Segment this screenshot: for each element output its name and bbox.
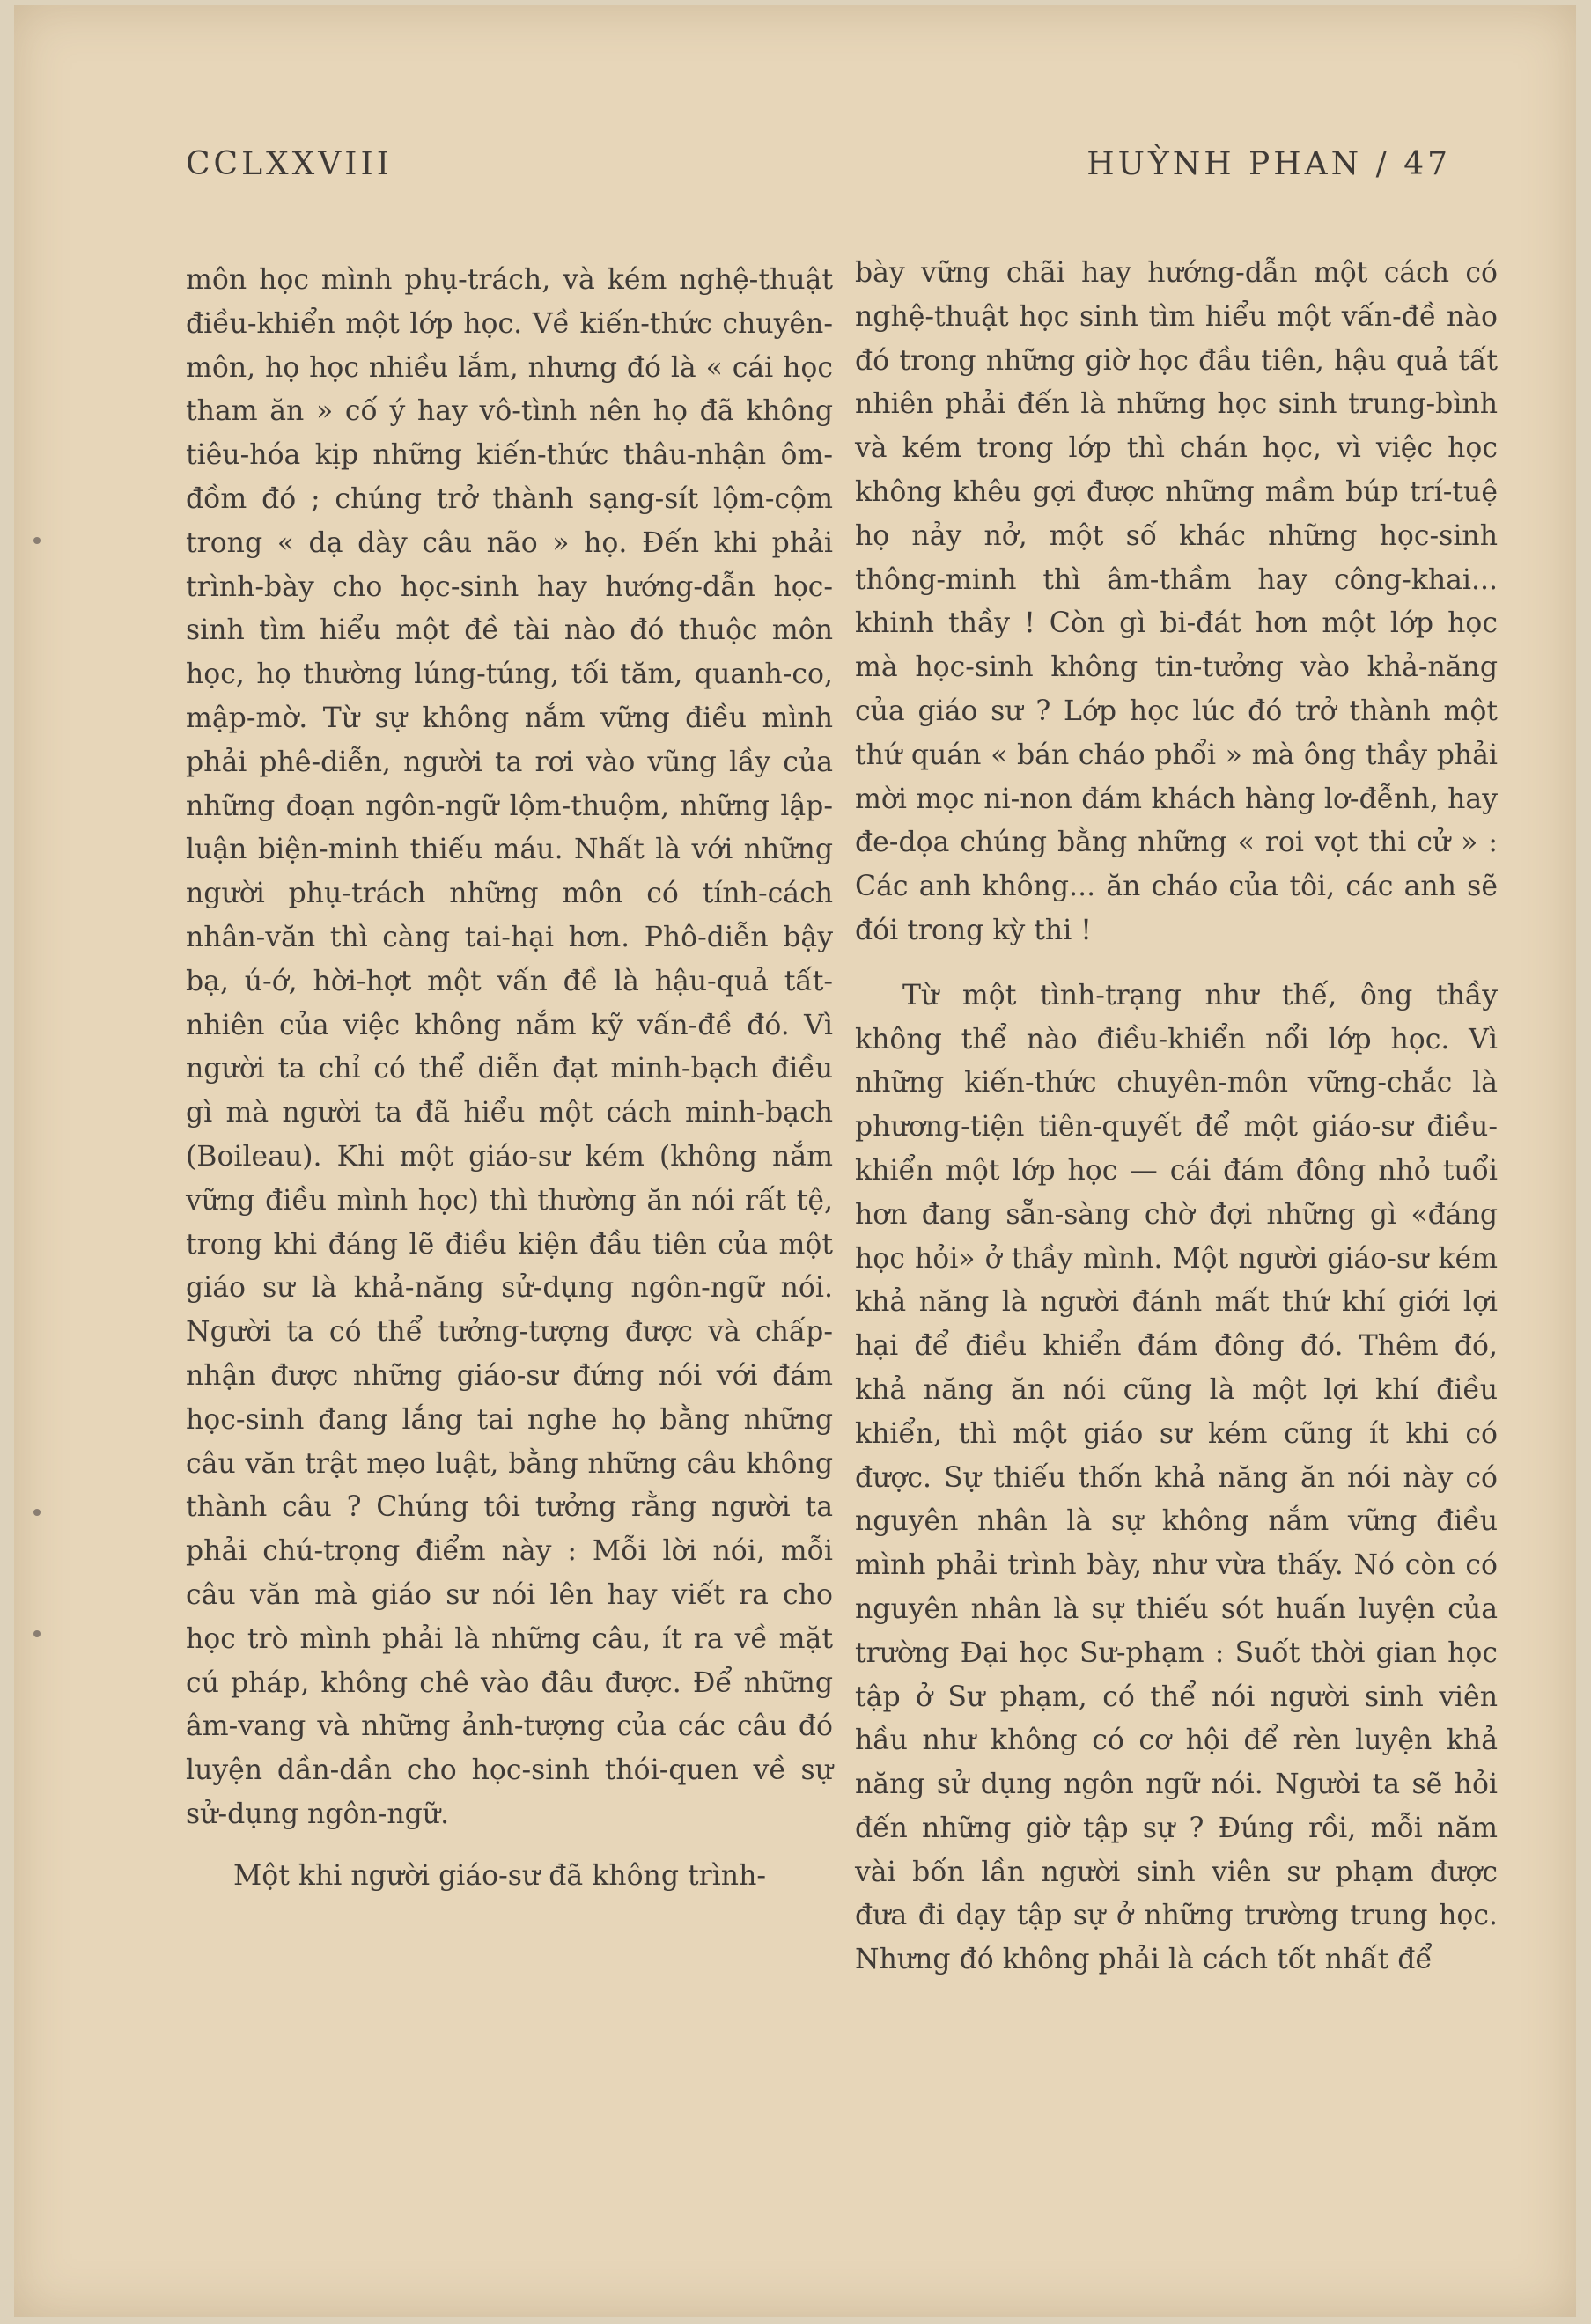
paragraph: bày vững chãi hay hướng-dẫn một cách có nghệ-thuật học sinh tìm hiểu một vấn-đề nào đó trong những giờ học đầu tiên, hậu quả tất nhiên phải đến là những học sinh trung-bình và kém trong lớp thì chán học, vì việc học không khêu gợi được những mầm búp trí-tuệ họ nảy nở, một số khác những học-sinh thông-minh thì âm-thầm hay công-khai... khinh thầy ! Còn gì bi-đát hơn một lớp học mà học-sinh không tin-tưởng vào khả-năng của giáo sư ? Lớp học lúc đó trở thành một thứ quán « bán cháo phổi » mà ông thầy phải mời mọc ni-non đám khách hàng lơ-đễnh, hay đe-dọa chúng bằng những « roi vọt thi cử » : Các anh không... ăn cháo của tôi, các anh sẽ đói trong kỳ thi ! xyxy=(855,257,1498,946)
left-text-column xyxy=(186,259,833,1898)
binding-hole-mark xyxy=(33,537,41,544)
page-header xyxy=(186,146,1451,199)
paragraph: Một khi người giáo-sư đã không trình- xyxy=(233,1859,767,1892)
page-section-numeral: CCLXXVIII xyxy=(186,146,393,182)
paragraph: Từ một tình-trạng như thế, ông thầy không thể nào điều-khiển nổi lớp học. Vì những kiến-thức chuyên-môn vững-chắc là phương-tiện tiên-quyết để một giáo-sư điều-khiển một lớp học — cái đám đông nhỏ tuổi hơn đang sẵn-sàng chờ đợi những gì «đáng học hỏi» ở thầy mình. Một người giáo-sư kém khả năng là người đánh mất thứ khí giới lợi hại để điều khiển đám đông đó. Thêm đó, khả năng ăn nói cũng là một lợi khí điều khiển, thì một giáo sư kém cũng ít khi có được. Sự thiếu thốn khả năng ăn nói này có nguyên nhân là sự không nắm vững điều mình phải trình bày, như vừa thấy. Nó còn có nguyên nhân là sự thiếu sót huấn luyện của trường Đại học Sư-phạm : Suốt thời gian học tập ở Sư phạm, có thể nói người sinh viên hầu như không có cơ hội để rèn luyện khả năng sử dụng ngôn ngữ nói. Người ta sẽ hỏi đến những giờ tập sự ? Đúng rồi, mỗi năm vài bốn lần người sinh viên sư phạm được đưa đi dạy tập sự ở những trường trung học. Nhưng đó không phải là cách tốt nhất để xyxy=(855,979,1498,1976)
binding-hole-mark xyxy=(33,1630,41,1637)
page-author-and-number: HUỲNH PHAN / 47 xyxy=(1086,146,1451,182)
right-text-column xyxy=(855,252,1498,1982)
binding-hole-mark xyxy=(33,1509,41,1516)
book-page xyxy=(14,5,1576,2317)
paragraph: môn học mình phụ-trách, và kém nghệ-thuật điều-khiển một lớp học. Về kiến-thức chuyên-môn, họ học nhiều lắm, nhưng đó là « cái học tham ăn » cố ý hay vô-tình nên họ đã không tiêu-hóa kịp những kiến-thức thâu-nhận ôm-đồm đó ; chúng trở thành sạng-sít lộm-cộm trong « dạ dày câu não » họ. Đến khi phải trình-bày cho học-sinh hay hướng-dẫn học-sinh tìm hiểu một đề tài nào đó thuộc môn học, họ thường lúng-túng, tối tăm, quanh-co, mập-mờ. Từ sự không nắm vững điều mình phải phê-diễn, người ta rơi vào vũng lầy của những đoạn ngôn-ngữ lộm-thuộm, những lập-luận biện-minh thiếu máu. Nhất là với những người phụ-trách những môn có tính-cách nhân-văn thì càng tai-hại hơn. Phô-diễn bậy bạ, ú-ớ, hời-hợt một vấn đề là hậu-quả tất-nhiên của việc không nắm kỹ vấn-đề đó. Vì người ta chỉ có thể diễn đạt minh-bạch điều gì mà người ta đã hiểu một cách minh-bạch (Boileau). Khi một giáo-sư kém (không nắm vững điều mình học) thì thường ăn nói rất tệ, trong khi đáng lẽ điều kiện đầu tiên của một giáo sư là khả-năng sử-dụng ngôn-ngữ nói. Người ta có thể tưởng-tượng được và chấp-nhận được những giáo-sư đứng nói với đám học-sinh đang lắng tai nghe họ bằng những câu văn trật mẹo luật, bằng những câu không thành câu ? Chúng tôi tưởng rằng người ta phải chú-trọng điểm này : Mỗi lời nói, mỗi câu văn mà giáo sư nói lên hay viết ra cho học trò mình phải là những câu, ít ra về mặt cú pháp, không chê vào đâu được. Để những âm-vang và những ảnh-tượng của các câu đó luyện dần-dần cho học-sinh thói-quen về sự sử-dụng ngôn-ngữ. xyxy=(186,264,833,1830)
